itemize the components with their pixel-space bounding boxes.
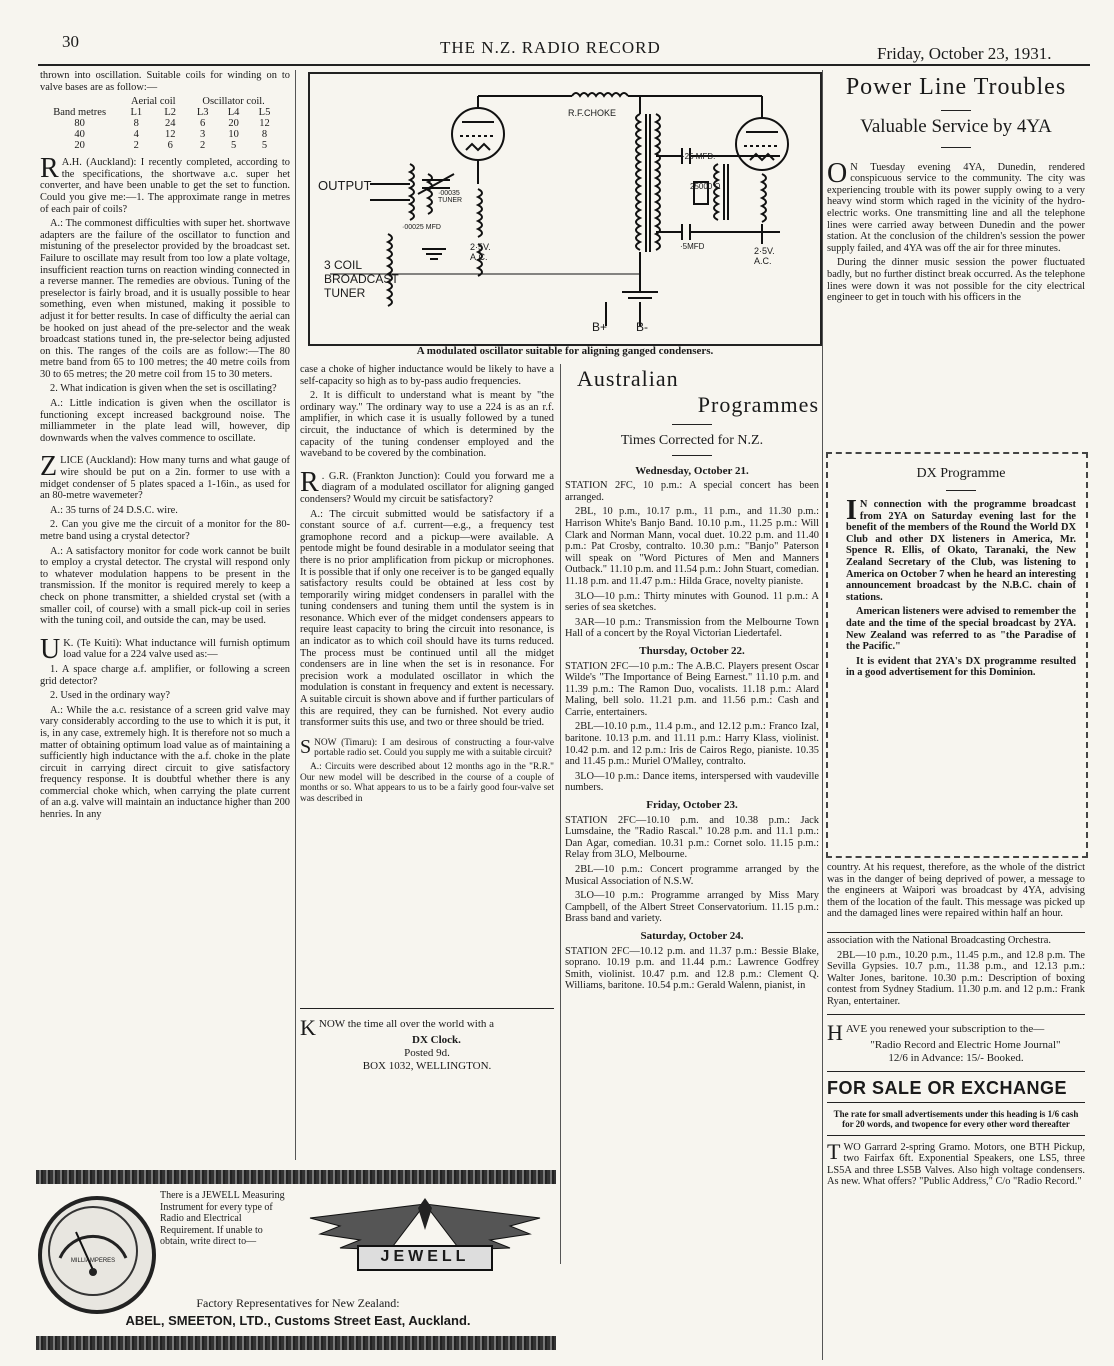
valve-2 xyxy=(736,118,788,170)
power-line-p3: country. At his request, therefore, as the whole of the district was in the danger of being deprived of power, a message to the engineers at Waipori was broadcast by 4YA, advising them of the location of the fault. This message was picked up and the damaged lines were repaired within half an hour. xyxy=(827,862,1085,920)
company-name: ABEL, SMEETON, LTD., Customs Street East, Auckland. xyxy=(125,1313,471,1328)
program-item: STATION 2FC, 10 p.m.: A special concert has been arranged. xyxy=(565,480,819,503)
ad-bottom-border xyxy=(36,1336,556,1350)
jewell-logo-text: JEWELL xyxy=(380,1248,470,1265)
ad-top-border xyxy=(36,1170,556,1184)
program-item: STATION 2FC—10.12 p.m. and 11.37 p.m.: Bessie Blake, soprano. 10.19 p.m. and 11.44 p.m.: Lawrence Godfrey Smith, violinist. 10.47 p.m. and 12.8 p.m.: Clement Q. Williams, baritone. 10.54 p.m.: Gerald Walenn, pianist, in xyxy=(565,945,819,992)
column-2 xyxy=(300,364,554,1164)
programmes-title-1: Australian xyxy=(577,366,679,391)
transformer-primary xyxy=(636,114,640,250)
day-heading: Saturday, October 24. xyxy=(640,929,744,942)
answer-zl-2: A.: A satisfactory monitor for code work cannot be built to employ a crystal detector. The crystal will respond only to whatever modulation happens to be present in the transmission. If the monitor is required merely to keep a check on phone transmitter, a shielded crystal set (with a smaller coil, of course) with a small pick-up coil in series with the tuning coil, and outside the can, may be used. xyxy=(40,545,290,627)
question-snow: SNOW (Timaru): I am desirous of constructing a four-valve portable radio set. Could you supply me with a suitable circuit? xyxy=(300,735,554,759)
column-3 xyxy=(565,366,819,1366)
dx-p2: American listeners were advised to remember the date and the time of the special broadcast by 2YA. New Zealand was referred to as "the Paradise of the Pacific." xyxy=(846,606,1076,653)
programmes-subtitle: Times Corrected for N.Z. xyxy=(620,433,764,448)
issue-date: Friday, October 23, 1931. xyxy=(877,44,1052,63)
renew-ad: HAVE you renewed your subscription to the— "Radio Record and Electric Home Journal" 12/6 in Advance: 15/- Booked. xyxy=(827,1019,1061,1064)
cap-00025-label: ·00025 MFD xyxy=(402,224,441,231)
meter-dial-icon xyxy=(42,1200,144,1302)
question-uk-1: 1. A space charge a.f. amplifier, or following a screen grid detector? xyxy=(40,663,290,687)
power-line-title: Power Line Troubles xyxy=(845,74,1067,100)
dx-p1: I N connection with the programme broadcast from 2YA on Saturday evening last for the benefit of the members of the Round the World DX Club and other DX listeners in America, Mr. Spence R. Ellis, of Okato, Taranaki, the New Zealand Secretary of the Club, was listening to America on October 7 when he heard an interesting announcement broadcast by the N.B.C. chain of stations. xyxy=(846,495,1076,603)
masthead: THE N.Z. RADIO RECORD xyxy=(440,38,661,57)
voltage-label-2: 2·5V. A.C. xyxy=(754,246,775,266)
question-uk: U K. (Te Kuiti): What inductance will furnish optimum load value for a 224 valve used as:— xyxy=(40,633,290,665)
answer-rg: A.: The circuit submitted would be satisfactory if a constant source of a.f. current—e.g., a frequency test gramophone record and a pickup—were available. A pentode might be found desirable in a modulator seeing that there is no prior amplification from pickup or microphones. It is possible that if only one receiver is to be ganged equally satisfactory results could be obtained at less cost by temporarily wiring midget condensers in parallel with the tuning condensers and tuning them until the system is in resonance. Which ever of the midget condensers appears to require least capacity to bring the circuit into resonance, is an indicator as to which coil should have its turns reduced. The process must be continued until all the midget condensers are in line when the set is in resonance. For precision work a modulated oscillator in which the modulation is constant in frequency and extent is necessary. A suitable circuit is shown above and if further particulars of this are required, they can be furnished. Not every audio transformer suits this use, and two or three should be tried. xyxy=(300,508,554,729)
power-line-subtitle: Valuable Service by 4YA xyxy=(860,116,1052,137)
day-heading: Friday, October 23. xyxy=(646,799,738,812)
column-divider xyxy=(295,70,296,1160)
cap-25-label: ·25 MFD. xyxy=(682,152,716,161)
day-heading: Wednesday, October 21. xyxy=(635,464,749,477)
question-ra: R A.H. (Auckland): I recently completed, according to the specifications, the shortwave a.c. super het converter, and have been unable to get the set to function. Could you give me:—1. The approximate range in metres of each pair of coils? xyxy=(40,153,290,215)
programmes-title-2: Programmes xyxy=(697,392,819,417)
rf-choke-label: R.F.CHOKE xyxy=(568,108,617,118)
answer-snow: A.: Circuits were described about 12 months ago in the "R.R." Our new model will be described in the course of a couple of months or so. What appears to us to be a fairly good four-valve set was described in xyxy=(300,762,554,804)
diagram-caption: A modulated oscillator suitable for aligning ganged condensers. xyxy=(416,345,714,357)
power-line-p2: During the dinner music session the power fluctuated badly, but no further distinct break occurred. As the telephone lines were down it was not possible for the city electrical engineer to get in touch with his officers in the xyxy=(827,257,1085,304)
bminus-label: B- xyxy=(636,320,648,334)
program-item: 2BL—10 p.m.: Concert programme arranged by the Musical Association of N.S.W. xyxy=(565,864,819,887)
dx-clock-ad: KNOW the time all over the world with a DX Clock. Posted 9d. BOX 1032, WELLINGTON. xyxy=(300,1015,495,1072)
program-item: STATION 2FC—10.10 p.m. and 10.38 p.m.: Jack Lumsdaine, the "Radio Rascal." 10.28 p.m. and 11.1 p.m.: Dan Agar, comedian. 10.31 p.m.: Cornet solo. 11.15 p.m.: Relay from 3LO, Melbourne. xyxy=(565,814,819,861)
orchestra-text: association with the National Broadcasting Orchestra. xyxy=(827,934,1051,946)
sale-rate-text: The rate for small advertisements under this heading is 1/6 cash for 20 words, and twopence for every other word thereafter xyxy=(833,1108,1079,1129)
answer-zl-1: A.: 35 turns of 24 D.S.C. wire. xyxy=(50,504,178,516)
output-label: OUTPUT xyxy=(318,178,372,193)
dx-p3: It is evident that 2YA's DX programme resulted in a good advertisement for this Dominion. xyxy=(846,655,1076,679)
coil-table: Aerial coil Oscillator coil. Band metres L1 L2 L3 L4 L5 80 8 24 6 20 12 40 4 12 3 10 8 20 2 6 2 5 5 xyxy=(40,96,280,151)
question-zl: ZLICE (Auckland): How many turns and what gauge of wire should be put on a 2in. former to use with a midget condenser of 5 plates spaced a 1-16in., as used for an 80-metre wavemeter? xyxy=(40,451,290,502)
oscillator-coil xyxy=(410,164,414,220)
header-rule xyxy=(38,64,1090,66)
sale-listing: TWO Garrard 2-spring Gramo. Motors, one BTH Pickup, two Fairfax 6ft. Exponential Speakers, one LS5, three LS5A and three LS5B Valves. Also high voltage condensers. As new. What offers? "Public Address," C/o "Radio Record." xyxy=(827,1138,1085,1188)
question-uk-2: 2. Used in the ordinary way? xyxy=(50,690,171,702)
col2-continuation: case a choke of higher inductance would be likely to have a self-capacity so high as to by-pass audio frequencies. xyxy=(300,364,554,387)
jewell-logo xyxy=(300,1190,550,1278)
answer-uk: A.: While the a.c. resistance of a screen grid valve may vary considerably according to the use to which it is put, it is, in any case, extremely high. It is therefore not so much a matter of obtaining optimum load value as of maintaining a sufficiently high inductance with the a.f. choke in the plate circuit in carrying direct circuit to give satisfactory frequency response. It is doubtful whether there is any commercial choke which, when carrying the plate current of an a.g. valve will maintain an inductance higher than 200 henries. In any xyxy=(40,704,290,821)
cap-5-label: ·5MFD xyxy=(680,242,705,251)
question-rg: R . G.R. (Frankton Junction): Could you forward me a diagram of a modulated oscillator for aligning ganged condensers? Would my circuit be satisfactory? xyxy=(300,466,554,505)
program-item: 3LO—10 p.m.: Dance items, interspersed with vaudeville numbers. xyxy=(565,770,819,794)
program-item: STATION 2FC—10 p.m.: The A.B.C. Players present Oscar Wilde's "The Importance of Being Earnest." 11.10 p.m. and 11.39 p.m.: The Ramon Duo, vocalists. 11.18 p.m.: Alard Maling, bell solo. 11.21 p.m. and 11.56 p.m.: Cash and Carrie, entertainers. xyxy=(565,660,819,718)
answer-ra-1: A.: The commonest difficulties with super het. shortwave adapters are the failure of the oscillator to function and mistuning of the preselector provided by the broadcast set. Failure to oscillate may result from too low a plate voltage, insufficient reaction turns on reaction winding connected in a reverse manner. The remedies are obvious. Tuning of the preselector is fairly broad, and it is usually possible to hear something, even when mistuned, making it possible to adjust it for better results. In case of difficulty the aerial can be hooked on just ahead of the pre-selector and the weak broadcast stations tuned in, the pre-selector being adjusted on this. The ranges of the coils are as follow:—The 80 metre band from 65 to 100 metres; the 40 metre coils from 30 to 65 metres; the 20 metre coil from 15 to 30 meters. xyxy=(40,218,290,380)
tuner-label: 3 COIL BROADCAST TUNER xyxy=(324,258,399,300)
program-item: 2BL, 10 p.m., 10.17 p.m., 11 p.m., and 11.30 p.m.: Harrison White's Banjo Band. 10.10 p.m., 11.25 p.m.: Will Clark and Norman Mann, vocal duet. 10.22 p.m. and 11.40 p.m.: Pat Crosby, contralto. 10.30 p.m.: "Banjo" Paterson will speak on "Word Pictures of Men and Manners Outback." 11.10 p.m. and 11.54 p.m.: John Stuart, comedian. 11.18 p.m. and 11.47 p.m.: Hilda Grace, novelty pianiste. xyxy=(565,506,819,587)
question-ra-2: 2. What indication is given when the set is oscillating? xyxy=(50,383,277,395)
valve-1 xyxy=(452,108,504,160)
column-1 xyxy=(40,70,290,1156)
program-item: 2BL—10.10 p.m., 11.4 p.m., and 12.12 p.m.: Franco Izal, baritone. 10.13 p.m. and 11.11 p.m.: Harry Klass, violinist. 10.42 p.m. and 12 p.m.: Iris de Cairos Rego, pianiste. 10.35 and 11.45 p.m.: Muriel O'Malley, contralto. xyxy=(565,721,819,768)
column-4-lower xyxy=(827,862,1085,1362)
power-line-p1: O N Tuesday evening 4YA, Dunedin, rendered conspicuous service to the community. The city was experiencing trouble with its power supply owing to a very heavy wind storm which raged in the vicinity of the hydro-electric works. One transmitting line and all the telephone lines were carried away between Dunedin and the power station. At the conclusion of the children's session the power supply failed, and 4YA was off the air for three minutes. xyxy=(827,157,1085,254)
resistor-label: 25000 Ω xyxy=(690,182,721,191)
page-number: 30 xyxy=(62,32,79,51)
meter-label: MILLIAMPERES xyxy=(70,1258,116,1264)
dx-programme-box xyxy=(826,452,1088,858)
factory-reps: Factory Representatives for New Zealand: xyxy=(196,1296,400,1310)
table-row: 40 4 12 3 10 8 xyxy=(74,129,268,141)
transformer-secondary xyxy=(656,114,660,250)
bplus-label: B+ xyxy=(592,320,608,334)
table-row: 80 8 24 6 20 12 xyxy=(74,118,270,130)
voltage-label-1: 2·5V. A.C. xyxy=(470,242,491,262)
program-item: 3LO—10 p.m.: Programme arranged by Miss Mary Campbell, of the Albert Street Conservatorium. 11.15 p.m.: Brass band and variety. xyxy=(565,890,819,925)
circuit-schematic xyxy=(310,74,820,344)
answer-ra-2: A.: Little indication is given when the oscillator is functioning except increased background noise. The milliammeter in the plate lead will, however, dip downwards when the valves commence to oscillate. xyxy=(40,398,290,444)
tuner-cap-label: ·00035 TUNER xyxy=(438,190,463,204)
col2-answer-2: 2. It is difficult to understand what is meant by "the ordinary way." The ordinary way to use a 224 is as an r.f. amplifier, in which case it is usually followed by a tuned circuit, the inductance of which is determined by the capacity of the tuning condenser employed and the waveband to be covered by the combination. xyxy=(300,390,554,460)
dx-title: DX Programme xyxy=(916,466,1006,481)
jewell-text: There is a JEWELL Measuring Instrument for every type of Radio and Electrical Requirement. If unable to obtain, write direct to— xyxy=(160,1190,285,1247)
circuit-diagram xyxy=(308,72,822,346)
plate-coil xyxy=(478,189,482,237)
2bl-friday-text: 2BL—10 p.m., 10.20 p.m., 11.45 p.m., and 12.8 p.m. The Sevilla Gypsies. 10.7 p.m., 11.38 p.m., and 12.13 p.m.: Walter Jones, baritone. 10.30 p.m.: Description of boxing contest from Sydney Stadium. 11.30 p.m. and 12 p.m.: Frank Ryan, entertainer. xyxy=(827,949,1085,1007)
day-heading: Thursday, October 22. xyxy=(639,644,745,657)
rf-choke-coil xyxy=(572,93,628,96)
program-item: 3AR—10 p.m.: Transmission from the Melbourne Town Hall of a concert by the Royal Victorian Liedertafel. xyxy=(565,616,819,640)
program-item: 3LO—10 p.m.: Thirty minutes with Gounod. 11 p.m.: A series of sea sketches. xyxy=(565,590,819,614)
intro-text: thrown into oscillation. Suitable coils for winding on to valve bases are as follow:— xyxy=(40,70,290,93)
snow-section xyxy=(300,735,554,805)
for-sale-title: FOR SALE OR EXCHANGE xyxy=(827,1077,1068,1098)
table-row: 20 2 6 2 5 5 xyxy=(74,140,268,152)
question-zl-2: 2. Can you give me the circuit of a monitor for the 80-metre band using a crystal detector? xyxy=(40,519,290,542)
